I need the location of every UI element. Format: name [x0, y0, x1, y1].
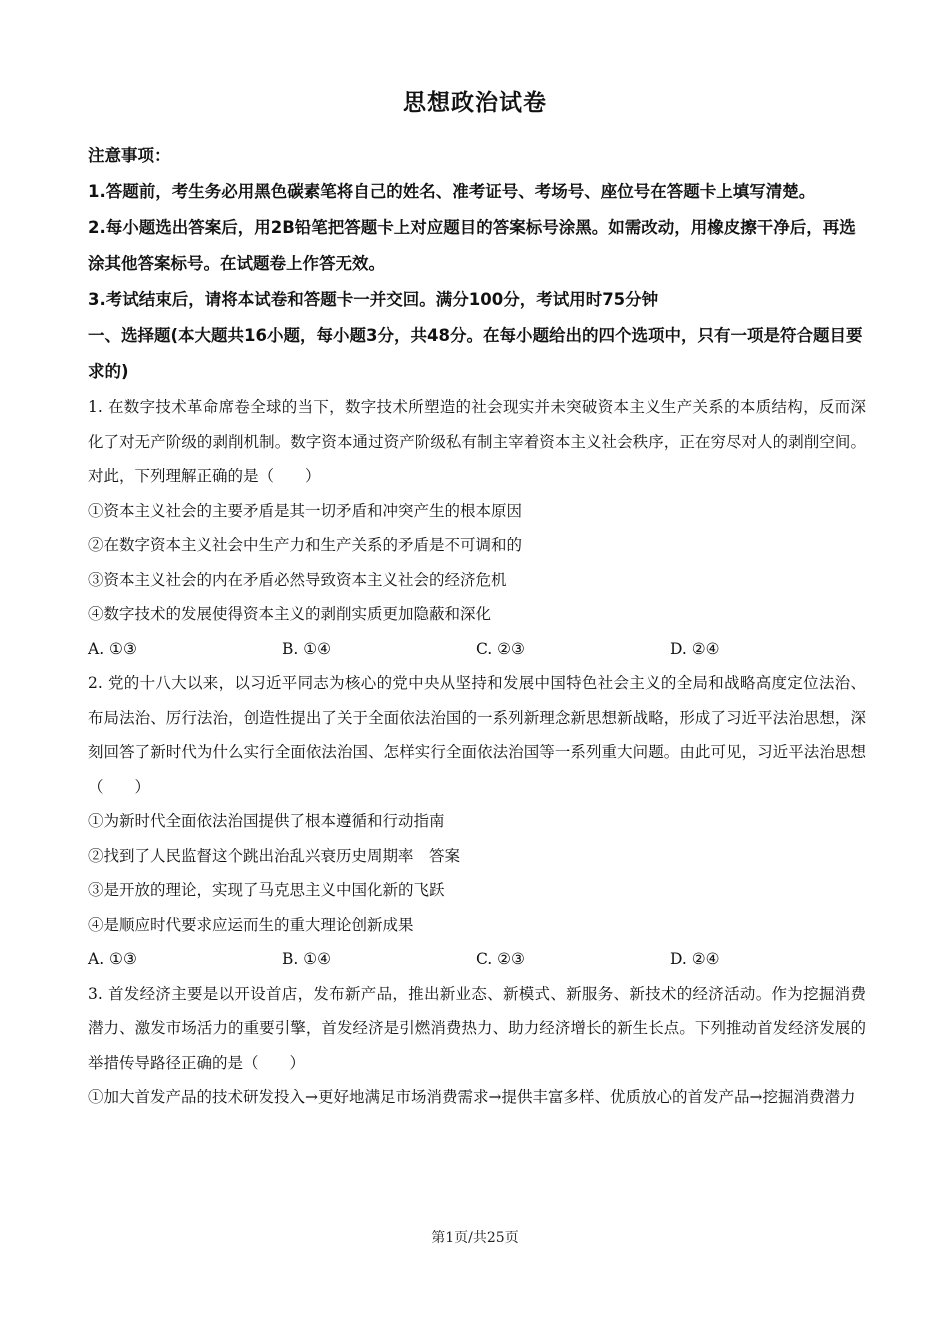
- page-title: 思想政治试卷: [403, 90, 547, 116]
- question-option: ②找到了人民监督这个跳出治乱兴衰历史周期率 答案: [88, 846, 461, 865]
- answer-choices: [88, 632, 866, 667]
- choice-a: A. ①③: [88, 639, 137, 658]
- page-number: 第1页/共25页: [431, 1230, 519, 1246]
- question-stem: 3. 首发经济主要是以开设首店，发布新产品，推出新业态、新模式、新服务、新技术的经济活动。作为挖掘消费潜力、激发市场活力的重要引擎，首发经济是引燃消费热力、助力经济增长的新生长点。下列推动首发经济发展的举措传导路径正确的是（ ）: [88, 984, 866, 1072]
- notice-item: 2.每小题选出答案后，用2B铅笔把答题卡上对应题目的答案标号涂黑。如需改动，用橡皮擦干净后，再选涂其他答案标号。在试题卷上作答无效。: [88, 218, 856, 273]
- choice-d: D. ②④: [670, 950, 720, 968]
- choice-c: C. ②③: [476, 950, 525, 968]
- notice-item: 1.答题前，考生务必用黑色碳素笔将自己的姓名、准考证号、考场号、座位号在答题卡上填写清楚。: [88, 182, 816, 201]
- choice-b: B. ①④: [282, 639, 332, 658]
- question-stem: 2. 党的十八大以来，以习近平同志为核心的党中央从坚持和发展中国特色社会主义的全局和战略高度定位法治、布局法治、厉行法治，创造性提出了关于全面依法治国的一系列新理念新思想新战略，形成了习近平法治思想，深刻回答了新时代为什么实行全面依法治国、怎样实行全面依法治国等一系列重大问题。由此可见，习近平法治思想（ ）: [88, 674, 866, 796]
- choice-c: C. ②③: [476, 639, 525, 658]
- section-heading: 一、选择题(本大题共16小题，每小题3分，共48分。在每小题给出的四个选项中，只有一项是符合题目要求的): [88, 326, 863, 381]
- notice-item: 3.考试结束后，请将本试卷和答题卡一并交回。满分100分，考试用时75分钟: [88, 290, 659, 309]
- notice-heading: 注意事项：: [88, 146, 171, 165]
- choice-a: A. ①③: [88, 950, 137, 968]
- question-option: ④数字技术的发展使得资本主义的剥削实质更加隐蔽和深化: [88, 605, 492, 623]
- question-option: ①加大首发产品的技术研发投入→更好地满足市场消费需求→提供丰富多样、优质放心的首发产品→挖掘消费潜力: [88, 1088, 856, 1106]
- question-stem: 1. 在数字技术革命席卷全球的当下，数字技术所塑造的社会现实并未突破资本主义生产关系的本质结构，反而深化了对无产阶级的剥削机制。数字资本通过资产阶级私有制主宰着资本主义社会秩序，正在穷尽对人的剥削空间。对此，下列理解正确的是（ ）: [88, 398, 866, 485]
- question-option: ④是顺应时代要求应运而生的重大理论创新成果: [88, 915, 414, 934]
- question-option: ③资本主义社会的内在矛盾必然导致资本主义社会的经济危机: [88, 570, 507, 589]
- question-option: ①资本主义社会的主要矛盾是其一切矛盾和冲突产生的根本原因: [88, 501, 523, 520]
- question-option: ③是开放的理论，实现了马克思主义中国化新的飞跃: [88, 881, 445, 899]
- answer-choices: [88, 942, 866, 977]
- choice-b: B. ①④: [282, 950, 332, 968]
- choice-d: D. ②④: [670, 639, 720, 658]
- exam-content: [88, 138, 866, 1115]
- question-option: ①为新时代全面依法治国提供了根本遵循和行动指南: [88, 812, 445, 830]
- question-option: ②在数字资本主义社会中生产力和生产关系的矛盾是不可调和的: [88, 536, 523, 554]
